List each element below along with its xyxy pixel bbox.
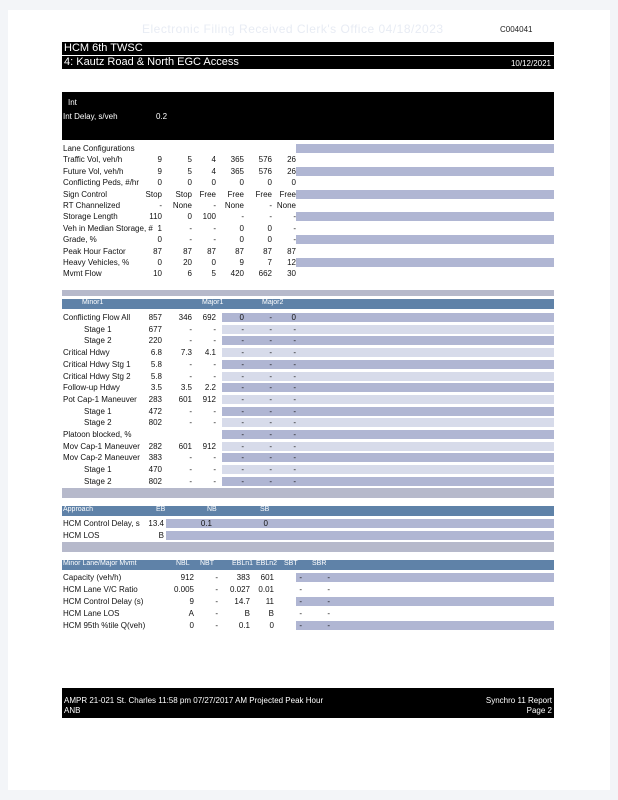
cell-value: - <box>189 476 192 486</box>
cell-value: - <box>241 212 244 222</box>
section-gap-2 <box>62 488 554 498</box>
cell-value: Stop <box>175 189 192 199</box>
cell-value: 0 <box>211 258 216 267</box>
cell-value: - <box>299 609 302 618</box>
table-row <box>62 177 302 189</box>
footer-project: AMPR 21-021 St. Charles 11:58 pm 07/27/2017 AM Projected Peak Hour <box>64 696 324 705</box>
cell-value: - <box>241 453 244 463</box>
cell-value: - <box>269 348 272 358</box>
cell-value: - <box>293 441 296 451</box>
cell-value: - <box>215 573 218 582</box>
cell-value: - <box>293 336 296 346</box>
cell-value: 0 <box>267 223 272 233</box>
cell-value: A <box>188 609 194 618</box>
cell-value: 9 <box>189 597 194 606</box>
cell-value: - <box>327 585 330 594</box>
cell-value: None <box>276 201 296 210</box>
row-label: Sign Control <box>63 189 108 199</box>
cell-value: - <box>213 371 216 381</box>
row-label: Mov Cap-2 Maneuver <box>63 453 140 463</box>
footer-page: Page 2 <box>526 706 552 715</box>
minor1-label: Minor1 <box>82 299 104 306</box>
cell-value: - <box>241 383 244 393</box>
cell-value: - <box>241 371 244 381</box>
cell-value: - <box>269 212 272 222</box>
column-header: NBL <box>176 560 190 567</box>
cell-value: - <box>215 597 218 606</box>
row-label: Critical Hdwy Stg 1 <box>63 359 131 369</box>
column-header: NBT <box>200 560 214 567</box>
cell-value: - <box>189 336 192 346</box>
cell-value: 0 <box>291 313 296 322</box>
cell-value: 802 <box>148 476 162 486</box>
cell-value: 87 <box>263 246 272 256</box>
int-label: Int <box>68 98 77 107</box>
cell-value: 14.7 <box>234 597 250 606</box>
cell-value: 6.8 <box>150 348 162 358</box>
cell-value: Free <box>227 189 244 199</box>
cell-value: - <box>189 465 192 475</box>
cell-value: - <box>269 371 272 381</box>
cell-value: 0 <box>267 235 272 245</box>
cell-value: - <box>189 371 192 381</box>
cell-value: 470 <box>148 465 162 475</box>
cell-value: 5 <box>187 155 192 165</box>
cell-value: - <box>213 465 216 475</box>
cell-value: - <box>189 359 192 369</box>
cell-value: 4 <box>211 155 216 165</box>
cell-value: B <box>268 609 274 618</box>
cell-value: 0 <box>157 235 162 245</box>
cell-value: - <box>213 336 216 346</box>
cell-value: - <box>241 418 244 428</box>
cell-value: 472 <box>148 406 162 416</box>
cell-value: - <box>269 324 272 334</box>
cell-value: 0 <box>267 178 272 188</box>
cell-value: 0.01 <box>258 585 274 594</box>
cell-value: 0 <box>239 313 244 322</box>
cell-value: 0 <box>263 519 268 528</box>
cell-value: Free <box>255 189 272 199</box>
cell-value: - <box>269 453 272 463</box>
cell-value: 420 <box>230 269 244 279</box>
row-label: Future Vol, veh/h <box>63 166 124 176</box>
row-label: Follow-up Hdwy <box>63 383 120 393</box>
report-title: HCM 6th TWSC <box>62 42 554 55</box>
cell-value: - <box>293 476 296 486</box>
row-label: Heavy Vehicles, % <box>63 258 130 267</box>
cell-value: - <box>213 418 216 428</box>
cell-value: None <box>172 201 192 210</box>
cell-value: 7.3 <box>180 348 192 358</box>
cell-value: 601 <box>178 441 192 451</box>
cell-value: B <box>244 609 250 618</box>
cell-value: 0 <box>291 178 296 188</box>
cell-value: 912 <box>202 441 216 451</box>
cell-value: 26 <box>287 155 296 165</box>
report-date: 10/12/2021 <box>510 59 551 68</box>
cell-value: 87 <box>287 246 296 256</box>
cell-value: - <box>241 394 244 404</box>
cell-value: 365 <box>230 166 244 176</box>
row-label: Mov Cap-1 Maneuver <box>63 441 140 451</box>
cell-value: 9 <box>157 166 162 176</box>
row-label: Veh in Median Storage, # <box>63 223 153 233</box>
cell-value: 87 <box>183 246 192 256</box>
row-label: Stage 1 <box>84 324 112 334</box>
table-row <box>62 324 302 336</box>
cell-value: 0 <box>189 621 194 630</box>
cell-value: 110 <box>149 212 162 222</box>
row-stripe <box>296 190 554 199</box>
cell-value: - <box>241 465 244 475</box>
row-label: Peak Hour Factor <box>63 246 126 256</box>
cell-value: - <box>299 621 302 630</box>
cell-value: - <box>241 324 244 334</box>
report-footer <box>62 688 554 718</box>
cell-value: - <box>213 223 216 233</box>
cell-value: - <box>327 609 330 618</box>
cell-value: 346 <box>178 313 192 322</box>
cell-value: - <box>189 324 192 334</box>
cell-value: 282 <box>148 441 162 451</box>
cell-value: - <box>293 394 296 404</box>
row-stripe <box>296 212 554 221</box>
cell-value: B <box>158 531 164 540</box>
cell-value: 0 <box>157 178 162 188</box>
intersection-section <box>62 92 554 140</box>
cell-value: - <box>241 430 244 439</box>
cell-value: Stop <box>145 189 162 199</box>
row-stripe <box>296 235 554 244</box>
cell-value: - <box>293 418 296 428</box>
cell-value: - <box>213 324 216 334</box>
section-gap <box>62 290 554 296</box>
row-label: Pot Cap-1 Maneuver <box>63 394 137 404</box>
cell-value: Free <box>279 189 296 199</box>
cell-value: 0 <box>239 223 244 233</box>
cell-value: 87 <box>207 246 216 256</box>
filing-stamp: Electronic Filing Received Clerk's Office 04/18/2023 <box>142 22 444 36</box>
table-row <box>62 452 302 464</box>
row-label: Conflicting Peds, #/hr <box>63 178 140 188</box>
cell-value: - <box>293 359 296 369</box>
cell-value: 0 <box>211 178 216 188</box>
cell-value: - <box>213 453 216 463</box>
table-row <box>62 359 302 371</box>
row-label: Traffic Vol, veh/h <box>63 155 123 165</box>
table-row <box>62 530 302 542</box>
table-row <box>62 608 362 620</box>
cell-value: 11 <box>265 597 274 606</box>
row-stripe <box>296 144 554 153</box>
cell-value: - <box>293 235 296 245</box>
row-label: Critical Hdwy <box>63 348 110 358</box>
row-label: Stage 2 <box>84 336 112 346</box>
approach-header: Approach EB NB SB <box>62 506 554 516</box>
table-row <box>62 234 302 246</box>
cell-value: - <box>159 201 162 210</box>
row-label: HCM Lane V/C Ratio <box>63 585 138 594</box>
cell-value: - <box>213 201 216 210</box>
cell-value: 0.027 <box>229 585 250 594</box>
cell-value: 220 <box>148 336 162 346</box>
cell-value: - <box>293 223 296 233</box>
cell-value: 3.5 <box>150 383 162 393</box>
cell-value: - <box>189 406 192 416</box>
table-row <box>62 464 302 476</box>
cell-value: 0.1 <box>200 519 212 528</box>
cell-value: 10 <box>153 269 162 279</box>
major-minor-header <box>62 299 554 309</box>
cell-value: - <box>269 383 272 393</box>
table-row <box>62 246 302 258</box>
major1-label: Major1 <box>202 299 224 306</box>
cell-value: 0 <box>239 178 244 188</box>
cell-value: - <box>269 313 272 322</box>
cell-value: - <box>299 573 302 582</box>
section-gap-3 <box>62 542 554 552</box>
cell-value: - <box>241 476 244 486</box>
cell-value: 9 <box>239 258 244 267</box>
cell-value: - <box>293 212 296 222</box>
row-label: Stage 2 <box>84 418 112 428</box>
cell-value: Free <box>199 189 216 199</box>
column-header: EBLn1 <box>232 560 254 567</box>
row-label: HCM 95th %tile Q(veh) <box>63 621 146 630</box>
table-row <box>62 406 302 418</box>
cell-value: 601 <box>260 573 274 582</box>
cell-value: 0.005 <box>173 585 194 594</box>
row-label: Stage 1 <box>84 465 112 475</box>
int-delay-label: Int Delay, s/veh <box>63 112 118 121</box>
row-label: Storage Length <box>63 212 118 222</box>
int-delay-value: 0.2 <box>156 112 168 121</box>
column-header: SBR <box>312 560 327 567</box>
cell-value: 383 <box>236 573 250 582</box>
cell-value: 383 <box>148 453 162 463</box>
cell-value: - <box>269 359 272 369</box>
table-row <box>62 312 302 324</box>
row-stripe <box>296 167 554 176</box>
cell-value: 5 <box>211 269 216 279</box>
cell-value: 3.5 <box>180 383 192 393</box>
row-label: HCM Control Delay (s) <box>63 597 144 606</box>
cell-value: 12 <box>287 258 296 267</box>
footer-initials: ANB <box>64 706 81 715</box>
row-label: Grade, % <box>63 235 97 245</box>
cell-value: - <box>299 597 302 606</box>
cell-value: 1 <box>157 223 162 233</box>
row-label: Platoon blocked, % <box>63 430 132 439</box>
cell-value: 87 <box>153 246 162 256</box>
cell-value: 13.4 <box>148 519 164 528</box>
cell-value: 0 <box>187 212 192 222</box>
row-label: Mvmt Flow <box>63 269 102 279</box>
row-label: Stage 1 <box>84 406 112 416</box>
cell-value: 283 <box>148 394 162 404</box>
row-label: Critical Hdwy Stg 2 <box>63 371 131 381</box>
cell-value: 0 <box>157 258 162 267</box>
cell-value: - <box>293 453 296 463</box>
row-label: Capacity (veh/h) <box>63 573 122 582</box>
table-row <box>62 200 302 212</box>
cell-value: - <box>241 359 244 369</box>
cell-value: 100 <box>202 212 216 222</box>
cell-value: 87 <box>235 246 244 256</box>
cell-value: - <box>189 418 192 428</box>
table-row <box>62 476 302 488</box>
cell-value: - <box>293 324 296 334</box>
cell-value: - <box>293 348 296 358</box>
cell-value: - <box>241 441 244 451</box>
cell-value: 6 <box>187 269 192 279</box>
table-row <box>62 257 302 269</box>
cell-value: 30 <box>287 269 296 279</box>
cell-value: - <box>213 235 216 245</box>
table-row <box>62 166 302 178</box>
cell-value: 26 <box>287 166 296 176</box>
cell-value: - <box>189 235 192 245</box>
cell-value: - <box>327 621 330 630</box>
row-label: Conflicting Flow All <box>63 313 131 322</box>
row-label: RT Channelized <box>63 201 121 210</box>
table-row <box>62 394 302 406</box>
cell-value: - <box>241 336 244 346</box>
cell-value: - <box>269 476 272 486</box>
cell-value: 692 <box>202 313 216 322</box>
cell-value: - <box>241 348 244 358</box>
table-row <box>62 347 302 359</box>
cell-value: 0 <box>269 621 274 630</box>
cell-value: - <box>213 359 216 369</box>
cell-value: 2.2 <box>204 383 216 393</box>
lane-header: Minor Lane/Major Mvmt NBL NBT EBLn1 EBLn2 SBT SBR <box>62 560 554 570</box>
row-label: HCM Lane LOS <box>63 609 120 618</box>
cell-value: - <box>213 406 216 416</box>
table-row <box>62 154 302 166</box>
cell-value: 9 <box>157 155 162 165</box>
table-row <box>62 211 302 223</box>
cell-value: - <box>299 585 302 594</box>
cell-value: 601 <box>178 394 192 404</box>
table-row <box>62 371 302 383</box>
cell-value: - <box>269 406 272 416</box>
cell-value: - <box>215 585 218 594</box>
cell-value: - <box>269 394 272 404</box>
table-row <box>62 223 302 235</box>
table-row <box>62 441 302 453</box>
table-row <box>62 620 362 632</box>
row-label: HCM Control Delay, s <box>63 519 140 528</box>
cell-value: 677 <box>148 324 162 334</box>
cell-value: - <box>293 465 296 475</box>
table-row <box>62 518 302 530</box>
cell-value: - <box>269 418 272 428</box>
table-row <box>62 382 302 394</box>
cell-value: - <box>327 573 330 582</box>
row-label: HCM LOS <box>63 531 100 540</box>
major2-label: Major2 <box>262 299 284 306</box>
row-label: Lane Configurations <box>63 144 135 153</box>
table-row <box>62 335 302 347</box>
table-row <box>62 584 362 596</box>
table-row <box>62 189 302 201</box>
document-id: C004041 <box>500 25 533 34</box>
table-row <box>62 596 362 608</box>
cell-value: 5 <box>187 166 192 176</box>
cell-value: - <box>269 430 272 439</box>
footer-software: Synchro 11 Report <box>485 696 552 705</box>
table-row <box>62 429 302 441</box>
cell-value: - <box>241 406 244 416</box>
cell-value: None <box>224 201 244 210</box>
cell-value: - <box>269 201 272 210</box>
cell-value: 662 <box>258 269 272 279</box>
cell-value: - <box>293 406 296 416</box>
cell-value: 7 <box>267 258 272 267</box>
cell-value: 4 <box>211 166 216 176</box>
cell-value: 576 <box>258 155 272 165</box>
cell-value: 0.1 <box>238 621 250 630</box>
cell-value: - <box>215 609 218 618</box>
cell-value: - <box>189 223 192 233</box>
table-row <box>62 417 302 429</box>
cell-value: 365 <box>230 155 244 165</box>
row-stripe <box>296 258 554 267</box>
cell-value: 576 <box>258 166 272 176</box>
cell-value: - <box>269 465 272 475</box>
cell-value: 4.1 <box>204 348 216 358</box>
cell-value: - <box>293 430 296 439</box>
cell-value: - <box>269 336 272 346</box>
cell-value: - <box>269 441 272 451</box>
column-header: SBT <box>284 560 298 567</box>
cell-value: 20 <box>183 258 192 267</box>
cell-value: - <box>189 453 192 463</box>
cell-value: - <box>327 597 330 606</box>
cell-value: - <box>213 476 216 486</box>
cell-value: 912 <box>202 394 216 404</box>
cell-value: 802 <box>148 418 162 428</box>
table-row <box>62 143 302 155</box>
table-row <box>62 572 362 584</box>
cell-value: 5.8 <box>150 359 162 369</box>
cell-value: - <box>293 383 296 393</box>
column-header: EBLn2 <box>256 560 278 567</box>
cell-value: 0 <box>239 235 244 245</box>
cell-value: 5.8 <box>150 371 162 381</box>
intersection-title: 4: Kautz Road & North EGC Access 10/12/2021 <box>62 55 554 69</box>
table-row <box>62 268 302 280</box>
cell-value: - <box>215 621 218 630</box>
cell-value: 857 <box>148 313 162 322</box>
cell-value: - <box>293 371 296 381</box>
cell-value: 912 <box>180 573 194 582</box>
cell-value: 0 <box>187 178 192 188</box>
row-label: Stage 2 <box>84 476 112 486</box>
